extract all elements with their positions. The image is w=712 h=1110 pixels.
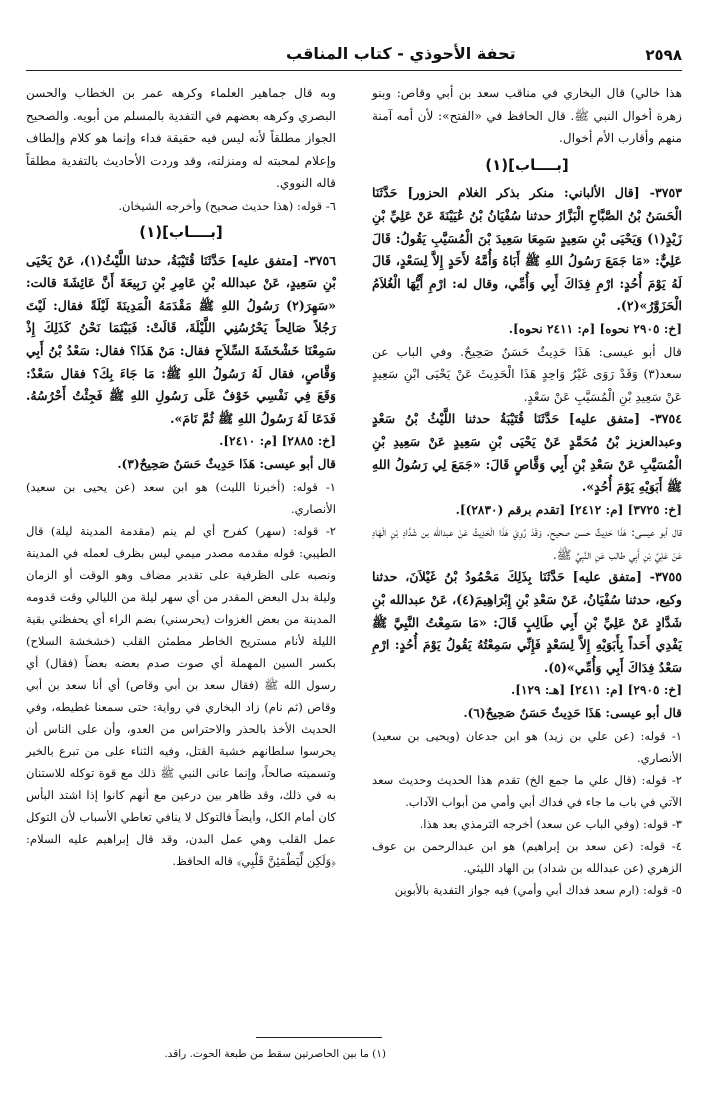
commentary-note: ٤- قوله: (عن سعد بن إبراهيم) هو ابن عبدالرحمن بن عوف الزهري (عن عبدالله بن شداد) بن الهاد الليثي. [372, 838, 682, 875]
running-header [26, 42, 682, 71]
commentary-note: ١- قوله: (أخبرنا الليث) هو ابن سعد (عن يحيى بن سعيد) الأنصاري. [26, 479, 336, 516]
section-heading-bab: [بــــاب](١) [485, 155, 569, 174]
section-heading-bab: [بــــاب](١) [139, 222, 223, 241]
hadith-3754: ٣٧٥٤- [متفق عليه] حَدَّثَنَا قُتَيْبَةُ حدثنا اللَّيْثُ بْنُ سَعْدٍ وعبدالعزيز بْنُ مُحَمَّدٍ عَنْ يَحْيَى بْنِ سَعِيدٍ عَنْ سَعِيدِ بْنِ الْمُسَيَّبِ عَنْ سَعْدِ بْنِ أَبِي وَقَّاصٍ قَالَ: «جَمَعَ لِي رَسُولُ اللهِ ﷺ أَبَوَيْهِ يَوْمَ أُحُدٍ». [372, 411, 682, 495]
commentary-note: ٥- قوله: (ارم سعد فداك أبي وأمي) فيه جواز التفدية بالأبوين [394, 882, 682, 897]
commentary-note: ٢- قوله: (سهر) كفرح أي لم ينم (مقدمة المدينة ليلة) قال الطيبي: قوله مقدمه مصدر ميمي ليس بظرف لعمله في المدينة ونصبه على الظرفية على تقدير مضاف وهو الوقت أو الزمان وليلة بدل البعض المقدر من أي سهر ليلة من الليالي وقت قدومه المدينة من بعض الغزوات (يحرسني) بضم الراء أي يحفظني بقية الليلة لأنام مستريح الخاطر مطمئن القلب (خشخشة السلاح) بكسر السين المهملة أي صوت صدم بعضه بعضاً (فقال) أي رسول الله ﷺ (فقال سعد بن أبي وقاص) أي أنا سعد بن أبي وقاص (ثم نام) زاد البخاري في رواية: حتى سمعنا غطيطه، وفي الحديث الأخذ بالحذر والاحتراس من العدو، وأن على الناس أن يحرسوا سلطانهم خشية القتل، وفيه الثناء على من تبرع بالخير وتسميته صالحاً، وإنما عانى النبي ﷺ ذلك مع قوة توكله للاستنان به في ذلك، وقد ظاهر بين درعين مع أنهم كانوا إذا اشتد البأس كان أمام الكل، وأيضاً فالتوكل لا ينافي تعاطي الأسباب لأن التوكل عمل القلب وهي عمل البدن، وقد قال إبراهيم عليه السلام: ﴿وَلَكِن لِّيَطْمَئِنَّ قَلْبِي﴾ قاله الحافظ. [26, 523, 336, 868]
running-title: تحفة الأحوذي - كتاب المناقب [286, 44, 516, 63]
right-column [372, 82, 682, 1070]
intro-paragraph: هذا خالي) قال البخاري في مناقب سعد بن أبي وقاص: وبنو زهرة أخوال النبي ﷺ. قال الحافظ في «الفتح»: لأن أمه آمنة منهم وأقارب الأم أخوال. [372, 86, 682, 146]
reference-3754: [خ: ٣٧٢٥] [م: ٢٤١٢] [تقدم برقم (٢٨٣٠)]. [455, 502, 682, 517]
commentary-note: ١- قوله: (عن علي بن زيد) هو ابن جدعان (ويحيى بن سعيد) الأنصاري. [372, 728, 682, 765]
hadith-3756: ٣٧٥٦- [متفق عليه] حَدَّثَنَا قُتَيْبَةُ، حدثنا اللَّيْثُ(١)، عَنْ يَحْيَى بْنِ سَعِيدٍ، عَنْ عبدالله بْنِ عَامِرِ بْنِ رَبِيعَةَ أَنَّ عَائِشَةَ قالت: «سَهِرَ(٢) رَسُولُ اللهِ ﷺ مَقْدَمَهُ الْمَدِينَةَ لَيْلَةً فقال: لَيْتَ رَجُلاً صَالِحاً يَحْرُسُنِي اللَّيْلَةَ، قَالَتْ: فَبَيْنَمَا نَحْنُ كَذَلِكَ إِذْ سَمِعْنَا خَشْخَشَةَ السِّلاَحِ فقال: مَنْ هَذَا؟ فقال: سَعْدُ بْنُ أَبِي وَقَّاصٍ، فقال لَهُ رَسُولُ اللهِ ﷺ: مَا جَاءَ بِكَ؟ فقال سَعْدٌ: وَقَعَ فِي نَفْسِي خَوْفٌ عَلَى رَسُولِ اللهِ ﷺ فَجِئْتُ أَحْرُسُهُ. فَدَعَا لَهُ رَسُولُ اللهِ ﷺ ثُمَّ نَامَ». [26, 252, 336, 426]
hadith-3753: ٣٧٥٣- [قال الألباني: منكر بذكر الغلام الحزور] حَدَّثَنَا الْحَسَنُ بْنُ الصَّبَّاحِ الْبَزَّارُ حدثنا سُفْيَانُ بْنُ عُيَيْنَةَ عَنْ عَلِيِّ بْنِ زَيْدٍ(١) وَيَحْيَى بْنِ سَعِيدٍ سَمِعَا سَعِيدَ بْنَ الْمُسَيَّبِ يَقُولُ: قَالَ عَلِيٌّ: «مَا جَمَعَ رَسُولُ اللهِ ﷺ أَبَاهُ وَأُمَّهُ لأَحَدٍ إِلاَّ لِسَعْدٍ، قَالَ لَهُ يَوْمَ أُحُدٍ: ارْمِ فِدَاكَ أَبِي وَأُمِّي، وقال له: ارْمِ أَيُّهَا الْغُلاَمُ الْحَزَوَّرُ»(٢). [372, 185, 682, 314]
hadith-3755: ٣٧٥٥- [متفق عليه] حَدَّثَنَا بِذَلِكَ مَحْمُودُ بْنُ غَيْلاَنَ، حدثنا وكيع، حدثنا سُفْيَانُ، عَنْ سَعْدِ بْنِ إِبْرَاهِيمَ(٤)، عَنْ عبدالله بْنِ شَدَّادٍ عَنْ عَلِيِّ بْنِ أَبِي طَالِبٍ قَالَ: «مَا سَمِعْتُ النَّبِيَّ ﷺ يَفْدِي أَحَداً بِأَبَوَيْهِ إِلاَّ لِسَعْدٍ فَإِنِّي سَمِعْتُهُ يَقُولُ يَوْمَ أُحُدٍ: ارْمِ سَعْدُ فِدَاكَ أَبِي وَأُمِّي»(٥). [372, 569, 682, 675]
commentary-note: ٢- قوله: (قال علي ما جمع الخ) تقدم هذا الحديث وحديث سعد الآتي في باب ما جاء في فداك أبي وأمي من أبواب الآداب. [372, 772, 682, 809]
continued-commentary: وبه قال جماهير العلماء وكرهه عمر بن الخطاب والحسن البصري وكرهه بعضهم في التفدية بالمسلم من أبويه. والصحيح الجواز مطلقاً لأنه ليس فيه حقيقة فداء وإنما هو كلام وإلطاف وإعلام لمحبته له ومنزلته، وقد وردت الأحاديث بالتفدية مطلقاً قاله النووي. [26, 86, 336, 191]
reference-3756: [خ: ٢٨٨٥] [م: ٢٤١٠]. [219, 434, 336, 449]
book-page [26, 36, 682, 1096]
abu-isa-comment: قال أبو عيسى: هَذَا حَدِيثٌ حسن صحيح. وَقَدْ رُوِيَ هَذَا الْحَدِيثُ عَنْ عبدالله بن شَدَّادِ بْنِ الْهَادِ عَنْ عَلِيِّ بْنِ أَبِي طالب عَنِ النَّبِيِّ ﷺ. [372, 525, 682, 562]
left-column [26, 82, 336, 1070]
page-number: ٢٥٩٨ [645, 46, 682, 64]
commentary-note: ٦- قوله: (هذا حديث صحيح) وأخرجه الشيخان. [118, 198, 336, 213]
abu-isa-comment: قال أبو عيسى: هَذَا حَدِيثٌ حَسَنٌ صَحِيحٌ(٦). [463, 706, 682, 721]
abu-isa-comment: قال أبو عيسى: هَذَا حَدِيثٌ حَسَنٌ صَحِيحٌ(٣). [117, 456, 336, 471]
abu-isa-comment: قال أبو عيسى: هَذَا حَدِيثٌ حَسَنٌ صَحِيحٌ. وفي الباب عن سعد(٣) وَقَدْ رَوَى غَيْرُ وَاحِدٍ هَذَا الْحَدِيثَ عَنْ يَحْيَى ابْنِ سَعِيدٍ عَنْ سَعِيدِ بْنِ الْمُسَيَّبِ عَنْ سَعْدٍ. [372, 344, 682, 404]
commentary-note: ٣- قوله: (وفي الباب عن سعد) أخرجه الترمذي بعد هذا. [419, 816, 682, 831]
footnote-divider [256, 1037, 382, 1038]
page-footnote: (١) ما بين الحاصرتين سقط من طبعة الحوت. راقد. [164, 1048, 386, 1060]
reference-3753: [خ: ٢٩٠٥ نحوه] [م: ٢٤١١ نحوه]. [508, 321, 682, 336]
reference-3755: [خ: ٢٩٠٥] [م: ٢٤١١] [هـ: ١٢٩]. [510, 683, 682, 698]
